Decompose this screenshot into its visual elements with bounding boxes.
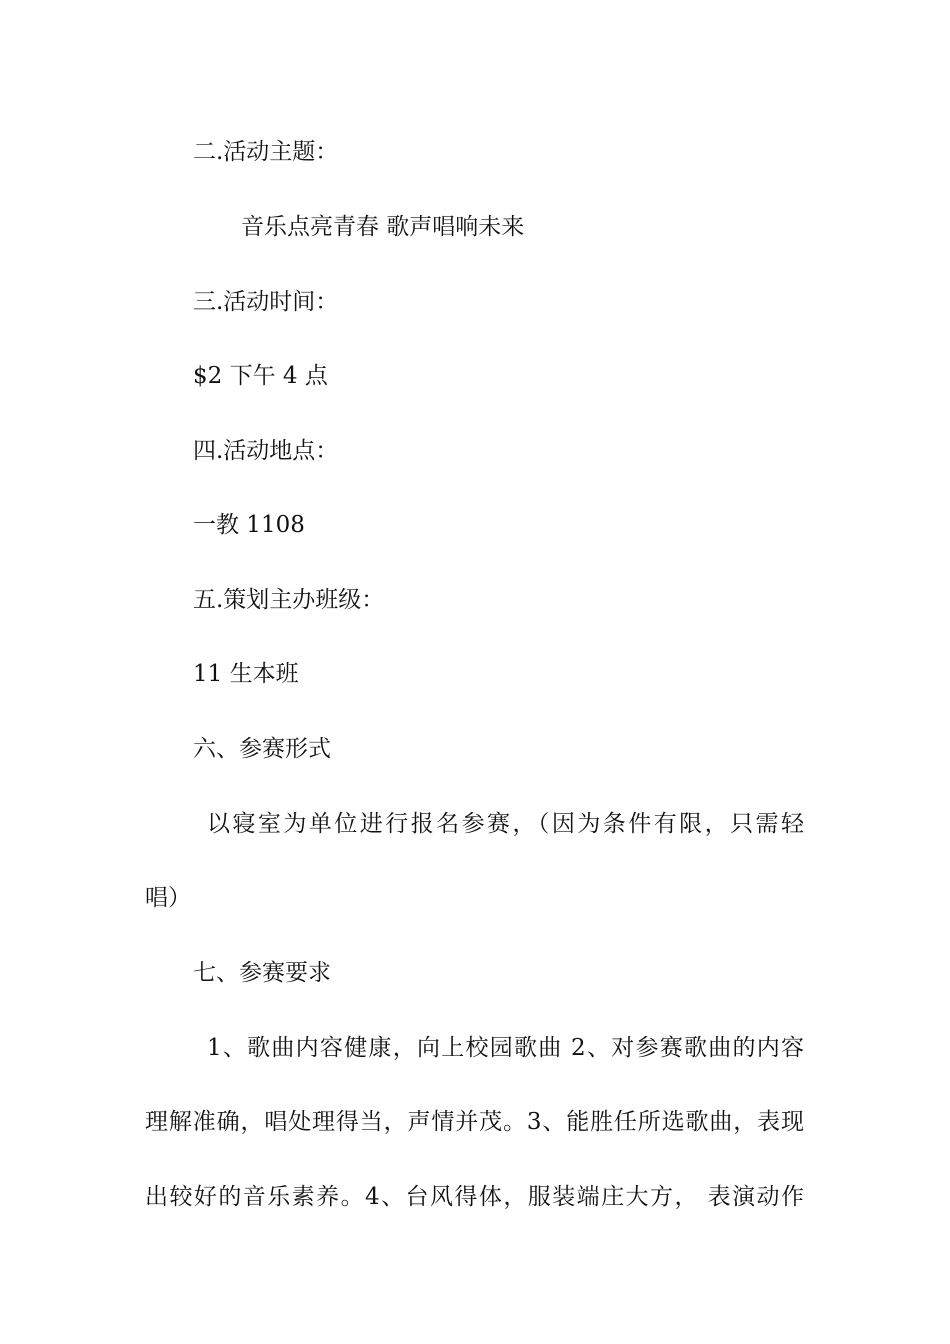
heading-activity-time: 三.活动时间： — [193, 289, 339, 315]
heading-activity-theme: 二.活动主题： — [193, 139, 339, 165]
heading-organizer-class: 五.策划主办班级： — [193, 587, 385, 613]
requirements-line-1: 1、歌曲内容健康，向上校园歌曲 2、对参赛歌曲的内容 — [207, 1035, 804, 1061]
activity-location-text: 一教 1108 — [193, 512, 305, 538]
participation-form-line-2: 唱） — [145, 885, 191, 911]
heading-participation-form: 六、参赛形式 — [193, 736, 331, 762]
heading-requirements: 七、参赛要求 — [193, 960, 331, 986]
activity-theme-text: 音乐点亮青春 歌声唱响未来 — [241, 214, 525, 240]
activity-time-text: $2 下午 4 点 — [193, 363, 328, 389]
organizer-class-text: 11 生本班 — [193, 661, 299, 687]
requirements-line-3: 出较好的音乐素养。4、台风得体，服装端庄大方， 表演动作 — [145, 1184, 804, 1210]
heading-activity-location: 四.活动地点： — [193, 438, 339, 464]
participation-form-line-1: 以寝室为单位进行报名参赛，（因为条件有限，只需轻 — [207, 811, 804, 837]
requirements-line-2: 理解准确，唱处理得当，声情并茂。3、能胜任所选歌曲，表现 — [145, 1109, 804, 1135]
